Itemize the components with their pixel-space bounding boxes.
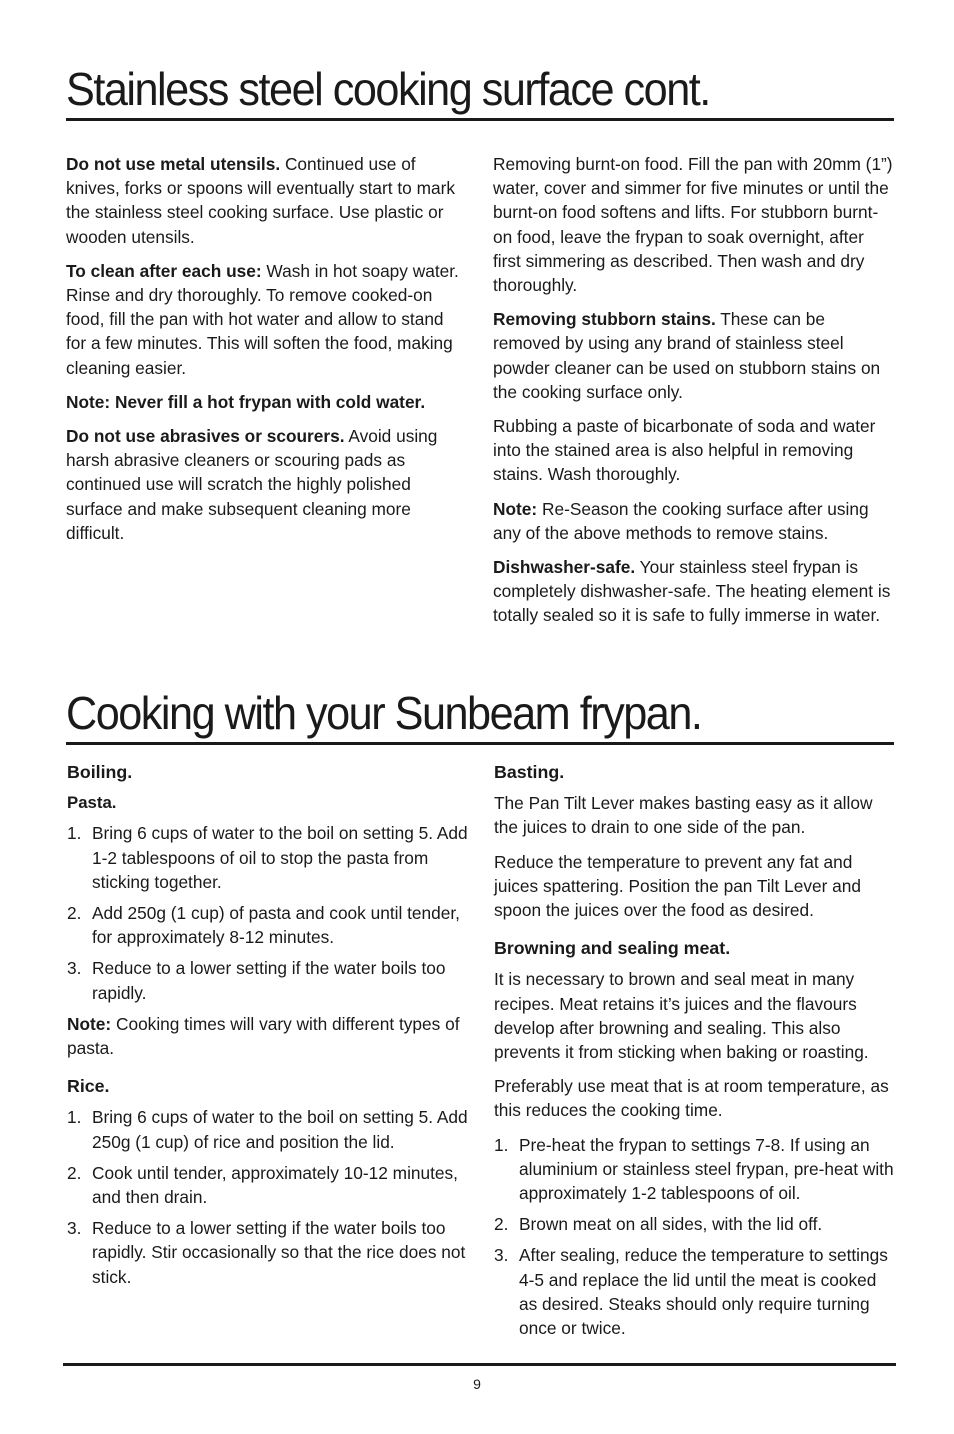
page-number: 9	[473, 1376, 481, 1392]
paragraph-basting-2: Reduce the temperature to prevent any fat and juices spattering. Position the pan Tilt Lever and spoon the juices over the food as desired.	[494, 851, 861, 921]
list-number: 1.	[67, 1107, 82, 1128]
section1-right-column	[493, 152, 895, 638]
bold-lead: To clean after each use:	[66, 260, 262, 281]
bold-lead: Removing stubborn stains.	[493, 309, 716, 330]
list-number: 2.	[67, 903, 82, 924]
heading-browning: Browning and sealing meat.	[494, 938, 731, 959]
paragraph-metal-utensils	[66, 152, 468, 249]
list-item	[67, 901, 469, 949]
section-title-cooking: Cooking with your Sunbeam frypan.	[66, 687, 702, 739]
paragraph-browning-1: It is necessary to brown and seal meat in many recipes. Meat retains it’s juices and the flavours develop after browning and sealing. This also prevents it from sticking when baking or roasting.	[494, 969, 869, 1063]
rice-steps-list	[67, 1105, 469, 1288]
list-item-text: Reduce to a lower setting if the water boils too rapidly.	[92, 958, 446, 1003]
list-item-text: Pre-heat the frypan to settings 7-8. If using an aluminium or stainless steel frypan, pre-heat with approximately 1-2 tablespoons of oil.	[519, 1134, 894, 1204]
bold-lead: Note:	[67, 1013, 112, 1034]
browning-steps-list	[494, 1133, 896, 1341]
title-divider	[66, 118, 894, 121]
title-divider	[66, 742, 894, 745]
paragraph-abrasives	[66, 424, 468, 545]
pasta-steps-list	[67, 821, 469, 1004]
bold-lead: Dishwasher-safe.	[493, 557, 636, 578]
paragraph-browning-2: Preferably use meat that is at room temperature, as this reduces the cooking time.	[494, 1076, 889, 1121]
heading-basting: Basting.	[494, 762, 565, 782]
section2-left-column	[67, 760, 469, 1296]
list-item	[67, 1105, 469, 1153]
paragraph-text: Wash in hot soapy water. Rinse and dry thoroughly. To remove cooked-on food, fill the pan with hot water and allow to stand for a few minutes. This will soften the food, making cleaning easier.	[66, 260, 459, 378]
list-item-text: Add 250g (1 cup) of pasta and cook until tender, for approximately 8-12 minutes.	[92, 903, 460, 948]
section2-right-column	[494, 760, 896, 1347]
paragraph-reseason-note	[493, 497, 895, 545]
list-number: 3.	[67, 1218, 82, 1239]
note-cold-water: Note: Never fill a hot frypan with cold water.	[66, 391, 426, 412]
paragraph-bicarbonate: Rubbing a paste of bicarbonate of soda and water into the stained area is also helpful in removing stains. Wash thoroughly.	[493, 416, 876, 485]
bold-lead: Do not use metal utensils.	[66, 154, 281, 174]
list-item	[494, 1243, 896, 1340]
list-item	[67, 1161, 469, 1209]
paragraph-clean-after-use	[66, 259, 468, 380]
list-number: 1.	[494, 1134, 509, 1155]
list-item-text: Brown meat on all sides, with the lid off.	[519, 1214, 823, 1235]
list-number: 2.	[67, 1162, 82, 1183]
bold-lead: Do not use abrasives or scourers.	[66, 426, 345, 447]
list-item	[67, 956, 469, 1004]
paragraph-text: These can be removed by using any brand of stainless steel powder cleaner can be used on stubborn stains on the cooking surface only.	[493, 309, 881, 402]
section-title-stainless-steel: Stainless steel cooking surface cont.	[66, 63, 710, 115]
footer-divider	[63, 1363, 896, 1366]
list-item-text: Bring 6 cups of water to the boil on setting 5. Add 250g (1 cup) of rice and position the lid.	[92, 1107, 468, 1152]
list-item-text: Reduce to a lower setting if the water boils too rapidly. Stir occasionally so that the rice does not stick.	[92, 1218, 466, 1287]
list-number: 3.	[67, 958, 82, 979]
list-item-text: Bring 6 cups of water to the boil on setting 5. Add 1-2 tablespoons of oil to stop the pasta from sticking together.	[92, 823, 468, 892]
paragraph-text: Cooking times will vary with different types of pasta.	[67, 1013, 460, 1059]
paragraph-text: Your stainless steel frypan is completely dishwasher-safe. The heating element is totally sealed so it is safe to fully immerse in water.	[493, 557, 891, 626]
paragraph-text: Avoid using harsh abrasive cleaners or scouring pads as continued use will scratch the highly polished surface and make subsequent cleaning more difficult.	[66, 426, 438, 543]
list-number: 3.	[494, 1245, 509, 1266]
paragraph-text: Re-Season the cooking surface after using any of the above methods to remove stains.	[493, 498, 869, 543]
heading-rice: Rice.	[67, 1076, 110, 1097]
list-item-text: After sealing, reduce the temperature to settings 4-5 and replace the lid until the meat is cooked as desired. Steaks should only require turning once or twice.	[519, 1245, 888, 1339]
paragraph-basting-1: The Pan Tilt Lever makes basting easy as it allow the juices to drain to one side of the pan.	[494, 793, 873, 838]
subheading-pasta: Pasta.	[67, 793, 117, 813]
heading-boiling: Boiling.	[67, 762, 133, 782]
paragraph-burnt-on-food: Removing burnt-on food. Fill the pan with 20mm (1”) water, cover and simmer for five minutes or until the burnt-on food softens and lifts. For stubborn burnt-on food, leave the frypan to soak overnight, after first simmering as described. Then wash and dry thoroughly.	[493, 154, 893, 296]
list-item	[67, 1216, 469, 1289]
paragraph-text: Continued use of knives, forks or spoons will eventually start to mark the stainless steel cooking surface. Use plastic or wooden utensils.	[66, 154, 455, 247]
paragraph-pasta-note	[67, 1012, 469, 1060]
list-item	[494, 1212, 896, 1236]
list-item	[67, 821, 469, 894]
section1-left-column	[66, 152, 468, 555]
paragraph-stubborn-stains	[493, 307, 895, 404]
list-number: 2.	[494, 1214, 509, 1235]
list-number: 1.	[67, 823, 82, 844]
list-item-text: Cook until tender, approximately 10-12 minutes, and then drain.	[92, 1162, 458, 1208]
paragraph-dishwasher-safe	[493, 555, 895, 628]
bold-lead: Note:	[493, 498, 538, 519]
list-item	[494, 1133, 896, 1206]
